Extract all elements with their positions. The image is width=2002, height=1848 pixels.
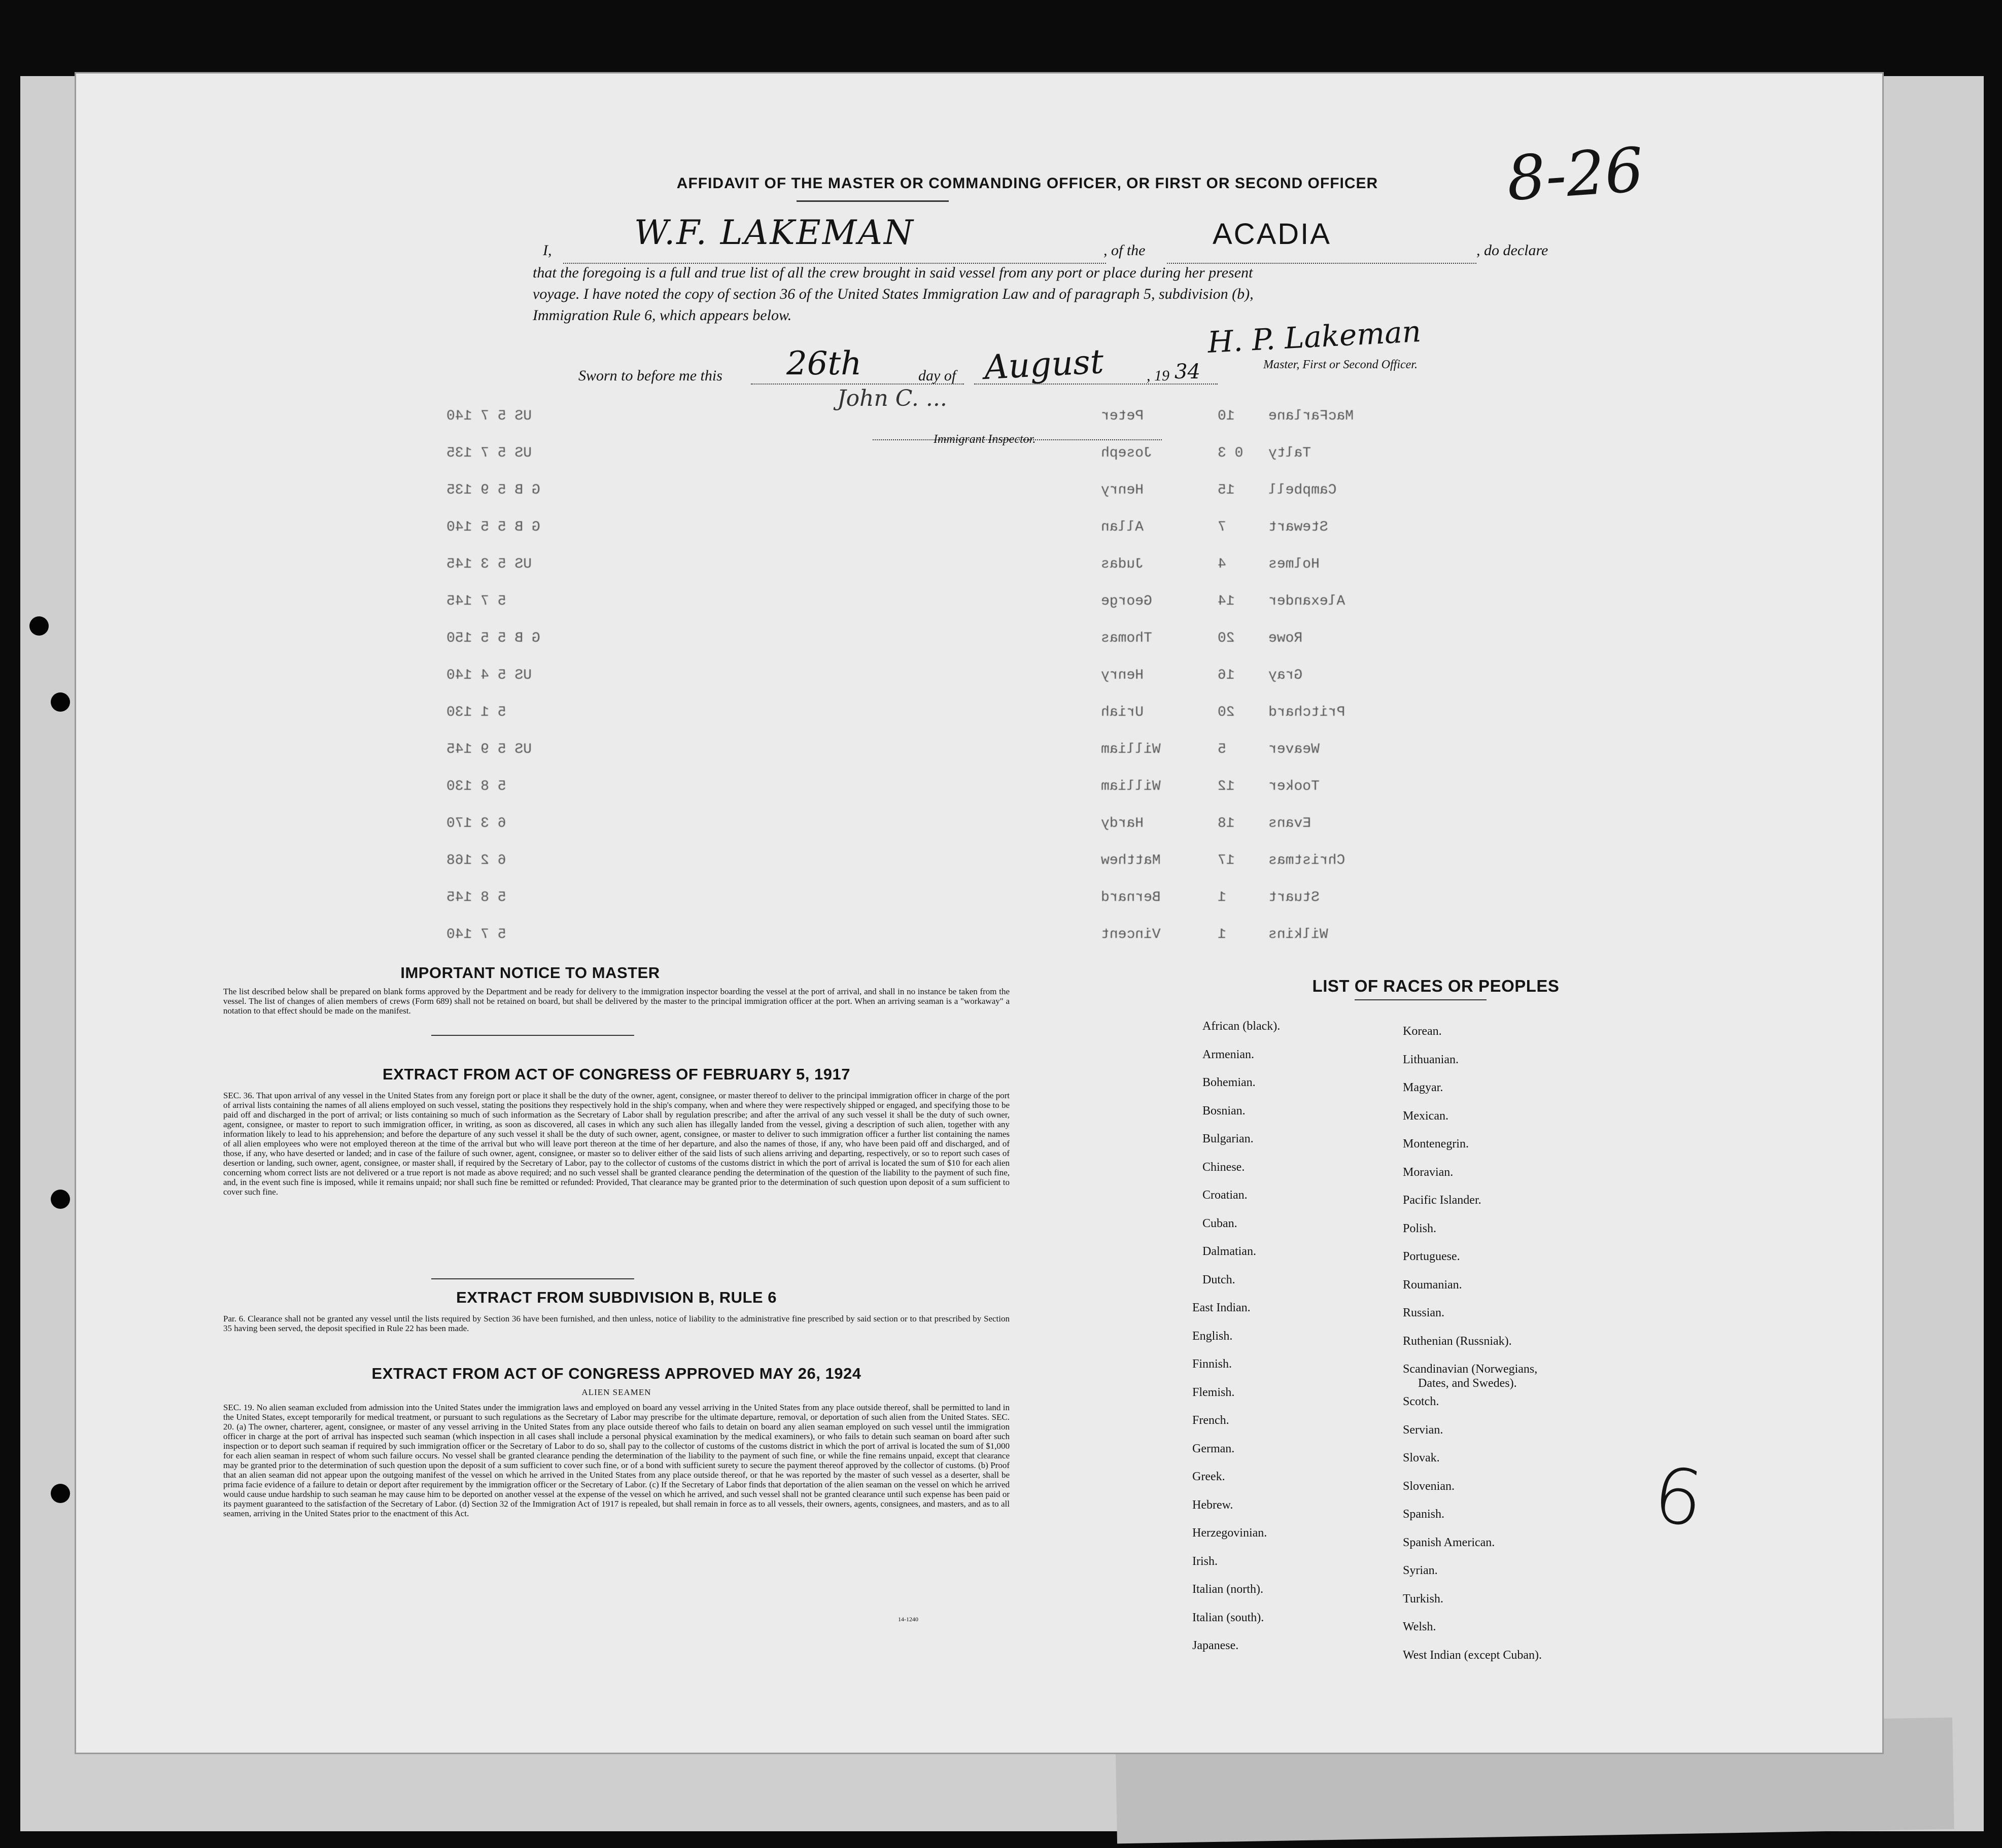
sworn-label: Sworn to before me this bbox=[578, 367, 722, 384]
bleed-surname: Holmes bbox=[1268, 556, 1320, 572]
bleed-surname: Weaver bbox=[1268, 742, 1320, 757]
bleed-name: Matthew bbox=[1101, 853, 1161, 868]
race-item: Scotch. bbox=[1403, 1395, 1439, 1408]
race-item: English. bbox=[1192, 1329, 1233, 1343]
bleed-left: 5 1 130 bbox=[446, 705, 506, 720]
bleed-num: 1 bbox=[1218, 890, 1226, 905]
race-item: Greek. bbox=[1192, 1470, 1225, 1483]
master-signature: H. P. Lakeman bbox=[1206, 314, 1422, 360]
bleed-num: 16 bbox=[1218, 668, 1235, 683]
bleed-left: 5 7 140 bbox=[446, 927, 506, 943]
bleed-surname: Stewart bbox=[1268, 519, 1328, 535]
bleed-left: US 5 3 145 bbox=[446, 556, 532, 572]
inspector-signature: John C. ... bbox=[837, 386, 947, 411]
bleed-name: William bbox=[1101, 742, 1161, 757]
bleed-name: Thomas bbox=[1101, 631, 1152, 646]
extract-1924-text: SEC. 19. No alien seaman excluded from admission into the United States under the immigration laws and employed on board any vessel arriving in the United States from any place outside thereof, shall be permitted to land in the United States, except temporarily for medical treatment, or pursuant to such regulations as the Secretary of Labor may prescribe for the ultimate departure, removal, or deportation of such alien from the United States. SEC. 20. (a) The owner, charterer, agent, consignee, or master of any vessel arriving in the United States from any place outside thereof who fails to detain on board any alien seaman employed on such vessel until the immigration officer in charge at the port of arrival has inspected such seaman (which inspection in all cases shall include a personal physical examination by the medical examiners), or who fails to detain such seaman on board after such inspection or to deport such seaman if required by such immigration officer or the Secretary of Labor to do so, shall pay to the collector of customs of the customs district in which the port of arrival is located the sum of $1,000 for each alien seaman in respect of whom such failure occurs. No vessel shall be granted clearance pending the determination of the liability to the payment of such fine, or while the fine remains unpaid, except that clearance may be granted prior to the determination of such question upon the deposit of a sum sufficient to cover such fine, or of a bond with sufficient surety to secure the payment thereof approved by the collector of customs. (b) Proof that an alien seaman did not appear upon the outgoing manifest of the vessel on which he arrived in the United States from any place outside thereof, or that he was reported by the master of such vessel as a deserter, shall be prima facie evidence of a failure to detain or deport after requirement by the immigration officer or the Secretary of Labor. (c) If the Secretary of Labor finds that deportation of the alien seaman on the vessel on which he arrived would cause undue hardship to such seaman he may cause him to be deported on another vessel at the expense of the vessel on which he arrived, and such vessel shall not be granted clearance until such expense has been paid or its payment guaranteed to the satisfaction of the Secretary of Labor. (d) Section 32 of the Immigration Act of 1917 is repealed, but shall remain in force as to all vessels, their owners, agents, consignees, and masters, and as to all seamen, arriving in the United States prior to the enactment of this Act. bbox=[223, 1403, 1010, 1518]
races-title-underline bbox=[1355, 999, 1487, 1000]
oath-line-2: voyage. I have noted the copy of section 36 of the United States Immigration Law and of paragraph 5, subdivision (b), bbox=[533, 286, 1254, 302]
race-item: Russian. bbox=[1403, 1306, 1445, 1319]
bleed-num: 20 bbox=[1218, 631, 1235, 646]
bleed-name: Joseph bbox=[1101, 445, 1152, 461]
bleed-num: 10 bbox=[1218, 408, 1235, 424]
bleed-num: 7 bbox=[1218, 519, 1226, 535]
bleed-num: 20 bbox=[1218, 705, 1235, 720]
bleed-left: 5 7 145 bbox=[446, 594, 506, 609]
officer-name: W.F. LAKEMAN bbox=[634, 213, 915, 252]
sworn-month: August bbox=[983, 341, 1105, 388]
race-item: Servian. bbox=[1403, 1423, 1443, 1437]
race-item: Turkish. bbox=[1403, 1592, 1443, 1606]
race-item: Mexican. bbox=[1403, 1109, 1448, 1123]
race-item: African (black). bbox=[1202, 1020, 1281, 1033]
day-of-label: day of bbox=[918, 367, 956, 384]
bleed-left: G B 5 5 140 bbox=[446, 519, 540, 535]
binder-hole bbox=[29, 616, 49, 636]
bleed-num: 1 bbox=[1218, 927, 1226, 943]
binder-hole bbox=[51, 692, 70, 712]
bleed-name: Vincent bbox=[1101, 927, 1161, 943]
race-item: Montenegrin. bbox=[1403, 1137, 1469, 1150]
race-item: Polish. bbox=[1403, 1222, 1437, 1235]
corner-number: 8-26 bbox=[1504, 134, 1646, 215]
race-item: Moravian. bbox=[1403, 1165, 1454, 1179]
form-number: 14-1240 bbox=[898, 1616, 918, 1623]
bleed-name: Hardy bbox=[1101, 816, 1144, 831]
divider bbox=[431, 1278, 634, 1279]
race-item: Japanese. bbox=[1192, 1639, 1239, 1652]
affidavit-form-sheet bbox=[76, 74, 1882, 1753]
bleed-surname: Rowe bbox=[1268, 631, 1303, 646]
bleed-surname: Alexander bbox=[1268, 594, 1345, 609]
notice-title: IMPORTANT NOTICE TO MASTER bbox=[400, 964, 660, 982]
bleed-left: US 5 4 140 bbox=[446, 668, 532, 683]
do-declare-label: , do declare bbox=[1476, 242, 1548, 259]
extract-1924-title: EXTRACT FROM ACT OF CONGRESS APPROVED MAY 26, 1924 bbox=[371, 1365, 861, 1382]
oath-line-1: that the foregoing is a full and true list of all the crew brought in said vessel from any port or place during her present bbox=[533, 264, 1253, 281]
page-number: 6 bbox=[1648, 1450, 1709, 1545]
bleed-left: 5 8 130 bbox=[446, 779, 506, 794]
bleed-surname: MacFarlane bbox=[1268, 408, 1354, 424]
race-item: Italian (south). bbox=[1192, 1611, 1264, 1624]
bleed-left: 6 3 170 bbox=[446, 816, 506, 831]
bleed-name: Bernard bbox=[1101, 890, 1161, 905]
bleed-num: 18 bbox=[1218, 816, 1235, 831]
bleed-num: 17 bbox=[1218, 853, 1235, 868]
of-the-label: , of the bbox=[1103, 242, 1146, 259]
races-title: LIST OF RACES OR PEOPLES bbox=[1312, 977, 1560, 995]
race-item: Irish. bbox=[1192, 1554, 1218, 1568]
race-item: Armenian. bbox=[1202, 1048, 1254, 1061]
race-item: Syrian. bbox=[1403, 1564, 1438, 1577]
vessel-name: ACADIA bbox=[1213, 218, 1331, 251]
binder-hole bbox=[51, 1190, 70, 1209]
extract-rule6-text: Par. 6. Clearance shall not be granted any vessel until the lists required by Section 36 have been furnished, and then unless, notice of liability to the administrative fine prescribed by said section or to that prescribed by Section 35 having been served, the deposit specified in Rule 22 has been made. bbox=[223, 1314, 1010, 1333]
notice-text: The list described below shall be prepared on blank forms approved by the Department and be ready for delivery to the immigration inspector boarding the vessel at the port of arrival, and shall in no instance be taken from the vessel. The list of changes of alien members of crews (Form 689) shall not be retained on board, but shall be delivered by the master to the principal immigration officer at the port. When an arriving seaman is a "workaway" a notation to that effect should be made on the manifest. bbox=[223, 987, 1010, 1016]
bleed-surname: Christmas bbox=[1268, 853, 1345, 868]
bleed-name: William bbox=[1101, 779, 1161, 794]
bleed-through-crew-list bbox=[441, 408, 1862, 1403]
bleed-name: Judas bbox=[1101, 556, 1144, 572]
race-item: Finnish. bbox=[1192, 1357, 1232, 1371]
race-item: Italian (north). bbox=[1192, 1583, 1263, 1596]
bleed-left: US 5 7 135 bbox=[446, 445, 532, 461]
signature-caption: Master, First or Second Officer. bbox=[1263, 358, 1418, 371]
bleed-surname: Gray bbox=[1268, 668, 1303, 683]
binder-hole bbox=[51, 1484, 70, 1503]
bleed-surname: Stuart bbox=[1268, 890, 1320, 905]
race-item: Korean. bbox=[1403, 1025, 1442, 1038]
race-item: West Indian (except Cuban). bbox=[1403, 1648, 1542, 1662]
race-item: Dates, and Swedes). bbox=[1418, 1377, 1517, 1390]
race-item: Portuguese. bbox=[1403, 1250, 1460, 1263]
race-item: Croatian. bbox=[1202, 1189, 1248, 1202]
race-item: Roumanian. bbox=[1403, 1278, 1462, 1292]
bleed-surname: Wilkins bbox=[1268, 927, 1328, 943]
bleed-surname: Tooker bbox=[1268, 779, 1320, 794]
race-item: Slovak. bbox=[1403, 1451, 1440, 1465]
race-item: Scandinavian (Norwegians, bbox=[1403, 1363, 1538, 1376]
alien-seamen-subtitle: ALIEN SEAMEN bbox=[581, 1387, 651, 1397]
sworn-day: 26th bbox=[786, 345, 862, 382]
race-item: Herzegovinian. bbox=[1192, 1526, 1267, 1540]
bleed-left: G B 5 9 135 bbox=[446, 482, 540, 498]
bleed-num: 15 bbox=[1218, 482, 1235, 498]
bleed-left: US 5 7 140 bbox=[446, 408, 532, 424]
bleed-name: Henry bbox=[1101, 668, 1144, 683]
extract-rule6-title: EXTRACT FROM SUBDIVISION B, RULE 6 bbox=[456, 1288, 777, 1306]
race-item: Cuban. bbox=[1202, 1216, 1237, 1230]
bleed-name: Uriah bbox=[1101, 705, 1144, 720]
bleed-num: 14 bbox=[1218, 594, 1235, 609]
bleed-surname: Talty bbox=[1268, 445, 1311, 461]
bleed-name: Allan bbox=[1101, 519, 1144, 535]
bleed-num: 12 bbox=[1218, 779, 1235, 794]
race-item: Flemish. bbox=[1192, 1385, 1235, 1399]
race-item: Bulgarian. bbox=[1202, 1132, 1254, 1145]
race-item: French. bbox=[1192, 1414, 1229, 1427]
bleed-surname: Campbell bbox=[1268, 482, 1337, 498]
bleed-left: US 5 9 145 bbox=[446, 742, 532, 757]
bleed-surname: Pritchard bbox=[1268, 705, 1345, 720]
race-item: German. bbox=[1192, 1442, 1235, 1455]
bleed-left: 5 8 145 bbox=[446, 890, 506, 905]
race-item: Slovenian. bbox=[1403, 1479, 1455, 1493]
year-suffix: 34 bbox=[1175, 360, 1200, 383]
bleed-num: 0 3 bbox=[1218, 445, 1244, 461]
race-item: Dalmatian. bbox=[1202, 1245, 1256, 1258]
bleed-name: George bbox=[1101, 594, 1152, 609]
bleed-num: 5 bbox=[1218, 742, 1226, 757]
oath-line-3: Immigration Rule 6, which appears below. bbox=[533, 307, 792, 324]
year-prefix: , 19 bbox=[1147, 367, 1169, 384]
bleed-left: G B 5 5 150 bbox=[446, 631, 540, 646]
bleed-left: 6 2 168 bbox=[446, 853, 506, 868]
race-item: Spanish. bbox=[1403, 1508, 1445, 1521]
i-label: I, bbox=[543, 242, 552, 259]
race-item: Hebrew. bbox=[1192, 1498, 1233, 1512]
race-item: Chinese. bbox=[1202, 1160, 1245, 1174]
race-item: Ruthenian (Russniak). bbox=[1403, 1334, 1512, 1348]
race-item: Lithuanian. bbox=[1403, 1053, 1459, 1066]
race-item: East Indian. bbox=[1192, 1301, 1251, 1314]
race-item: Spanish American. bbox=[1403, 1536, 1495, 1549]
bleed-name: Peter bbox=[1101, 408, 1144, 424]
title-underline bbox=[797, 200, 949, 202]
inspector-caption: Immigrant Inspector. bbox=[934, 433, 1036, 446]
divider bbox=[431, 1035, 634, 1036]
race-item: Bosnian. bbox=[1202, 1104, 1246, 1118]
race-item: Dutch. bbox=[1202, 1273, 1235, 1286]
bleed-num: 4 bbox=[1218, 556, 1226, 572]
extract-1917-text: SEC. 36. That upon arrival of any vessel in the United States from any foreign port or place it shall be the duty of the owner, agent, consignee, or master thereof to deliver to the principal immigration officer in charge of the port of arrival lists containing the names of all aliens employed on such vessel, stating the positions they respectively hold in the ship's company, when and where they were respectively shipped or engaged, and specifying those to be paid off and discharged in the port of arrival; or lists containing so much of such information as the Secretary of Labor shall by regulation prescribe; and after the arrival of any such vessel it shall be the duty of such owner, agent, consignee, or master to report to such immigration officer, in writing, as soon as discovered, all cases in which any such alien has illegally landed from the vessel, giving a description of such alien, together with any information likely to lead to his apprehension; and before the departure of any such vessel it shall be the duty of such owner, agent, consignee, or master to deliver to such immigration officer a further list containing the names of all alien employees who were not employed thereon at the time of the arrival but who will leave port thereon at the time of her departure, and also the names of those, if any, who have been paid off and discharged, and of those, if any, who have deserted or landed; and in case of the failure of such owner, agent, consignee, or master so to deliver either of the said lists of such aliens arriving and departing, respectively, or so to report such cases of desertion or landing, such owner, agent, consignee, or master shall, if required by the Secretary of Labor, pay to the collector of customs of the customs district in which the port of arrival is located the sum of $10 for each alien concerning whom correct lists are not delivered or a true report is not made as above required; and no such vessel shall be granted clearance pending the determination of the question of the liability to the payment of such fine, and, in the event such fine is imposed, while it remains unpaid; nor shall such fine be remitted or refunded: Provided, That clearance may be granted prior to the determination of such question upon deposit of a sum sufficient to cover such fine. bbox=[223, 1091, 1010, 1197]
bleed-surname: Evans bbox=[1268, 816, 1311, 831]
extract-1917-title: EXTRACT FROM ACT OF CONGRESS OF FEBRUARY 5, 1917 bbox=[383, 1065, 850, 1083]
bleed-name: Henry bbox=[1101, 482, 1144, 498]
race-item: Pacific Islander. bbox=[1403, 1194, 1481, 1207]
affidavit-title: AFFIDAVIT OF THE MASTER OR COMMANDING OFFICER, OR FIRST OR SECOND OFFICER bbox=[676, 175, 1378, 192]
race-item: Bohemian. bbox=[1202, 1076, 1256, 1089]
race-item: Welsh. bbox=[1403, 1620, 1436, 1633]
race-item: Magyar. bbox=[1403, 1081, 1443, 1094]
